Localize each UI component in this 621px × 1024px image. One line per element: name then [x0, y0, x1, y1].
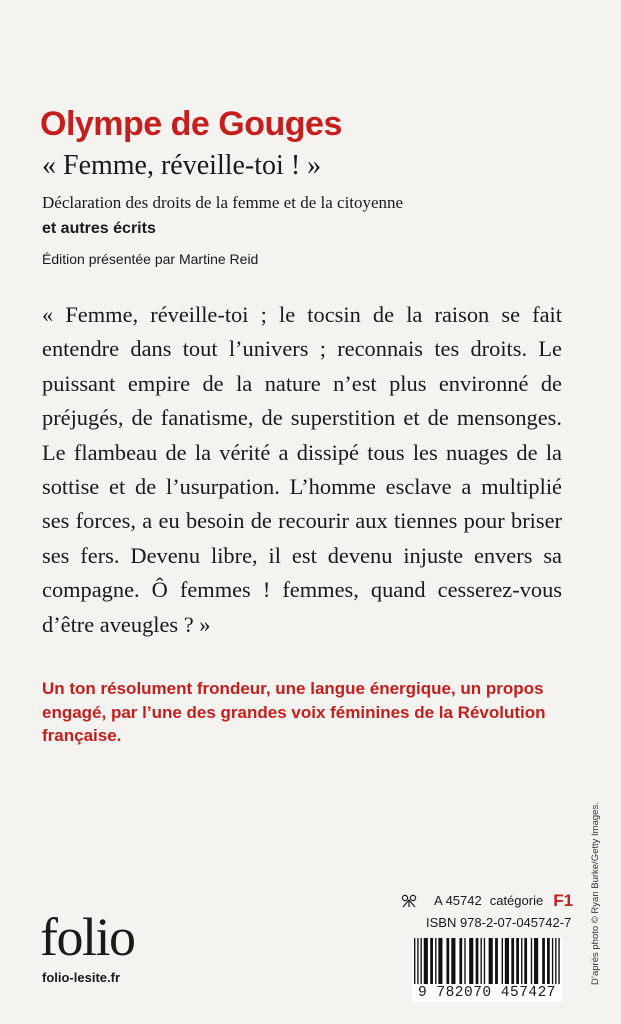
- quote-line: ses forces, a eu besoin de recourir aux tiennes pour briser: [42, 508, 562, 534]
- author-name: Olympe de Gouges: [40, 105, 342, 143]
- quote-line: entendre dans tout l’univers ; reconnais tes droits. Le: [42, 336, 562, 362]
- quote-line: « Femme, réveille-toi ; le tocsin de la raison se fait: [42, 302, 562, 327]
- blurb-line: engagé, par l’une des grandes voix féminines de la Révolution: [42, 702, 546, 722]
- quote-line: puissant empire de la nature n’est plus environné de: [42, 370, 562, 396]
- catalog-line: [400, 891, 573, 911]
- barcode-bar: [459, 938, 462, 986]
- barcode-bar: [558, 938, 559, 986]
- barcode-bar: [446, 938, 449, 986]
- barcode-bar: [451, 938, 455, 986]
- isbn-number: ISBN 978-2-07-045742-7: [426, 915, 572, 930]
- catalog-code: A 45742: [434, 893, 482, 908]
- barcode-bar: [524, 938, 527, 986]
- promo-blurb: [42, 677, 572, 748]
- barcode-bar: [420, 938, 421, 986]
- barcode-bar: [476, 938, 479, 986]
- barcode-bar: [435, 938, 436, 986]
- barcode-bar: [534, 938, 538, 986]
- barcode-bar: [430, 938, 433, 986]
- barcode-bar: [547, 938, 550, 986]
- quote-line: préjugés, de fanatisme, de superstition et de mensonges.: [42, 405, 562, 431]
- barcode-bar: [542, 938, 545, 986]
- barcode-bar: [464, 938, 465, 986]
- barcode-bar: [516, 938, 519, 986]
- quote-excerpt: [42, 298, 562, 642]
- publisher-website: folio-lesite.fr: [42, 970, 121, 985]
- folio-logo: folio: [40, 907, 135, 967]
- edition-note: Édition présentée par Martine Reid: [42, 251, 259, 267]
- quote-line: compagne. Ô femmes ! femmes, quand cesserez-vous: [42, 577, 562, 603]
- barcode-bar: [552, 938, 553, 986]
- category-value: F1: [553, 891, 574, 910]
- barcode-bar: [505, 938, 509, 986]
- barcode-bar: [531, 938, 532, 986]
- barcode: [412, 938, 562, 1002]
- blurb-line: Un ton résolument frondeur, une langue énergique, un propos: [42, 679, 544, 698]
- barcode-bar: [555, 938, 556, 986]
- barcode-bar: [489, 938, 493, 986]
- barcode-bar: [521, 938, 522, 986]
- barcode-bar: [469, 938, 473, 986]
- barcode-bars: [412, 938, 562, 986]
- barcode-bar: [495, 938, 498, 986]
- book-title: « Femme, réveille-toi ! »: [42, 150, 322, 181]
- barcode-bar: [502, 938, 503, 986]
- barcode-bar: [484, 938, 485, 986]
- photo-credit: D’après photo © Ryan Burke/Getty Images.: [590, 802, 601, 985]
- publisher-symbol-icon: [400, 894, 418, 908]
- barcode-bar: [417, 938, 418, 986]
- quote-line: d’être aveugles ? »: [42, 611, 211, 637]
- quote-line: sottise et de l’usurpation. L’homme esclave a multiplié: [42, 474, 562, 500]
- barcode-bar: [438, 938, 442, 986]
- blurb-line: française.: [42, 726, 122, 745]
- barcode-digits: 9 782070 457427: [412, 984, 562, 1002]
- category-label: catégorie: [489, 893, 544, 908]
- other-writings-label: et autres écrits: [42, 220, 156, 237]
- barcode-bar: [414, 938, 415, 986]
- barcode-bar: [511, 938, 514, 986]
- barcode-bar: [424, 938, 428, 986]
- book-subtitle: Déclaration des droits de la femme et de la citoyenne: [42, 193, 404, 212]
- barcode-bar: [481, 938, 482, 986]
- quote-line: Le flambeau de la vérité a dissipé tous les nuages de la: [42, 439, 562, 465]
- quote-line: ses fers. Devenu libre, il est devenu injuste envers sa: [42, 542, 562, 568]
